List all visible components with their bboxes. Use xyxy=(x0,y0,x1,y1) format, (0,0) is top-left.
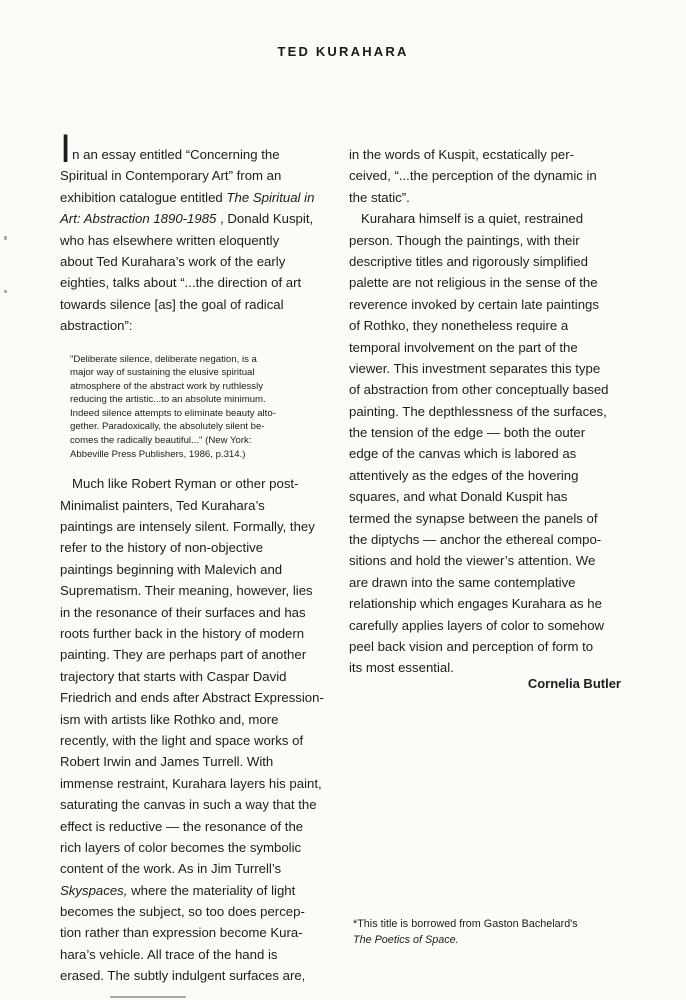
text-line: painting. They are perhaps part of another xyxy=(60,647,307,663)
quote-line: atmosphere of the abstract work by ruthlessly xyxy=(70,380,264,392)
text-line: towards silence [as] the goal of radical xyxy=(60,296,284,312)
text-line: of Rothko, they nonetheless require a xyxy=(349,318,569,334)
body-paragraph xyxy=(349,208,631,679)
text-line: painting. The depthlessness of the surfaces, xyxy=(349,403,607,419)
text-line: abstraction”: xyxy=(60,318,133,334)
text-line: of abstraction from other conceptually based xyxy=(349,382,609,398)
text-line: hara’s vehicle. All trace of the hand is xyxy=(60,946,278,962)
text-line: Friedrich and ends after Abstract Expression- xyxy=(60,690,324,706)
quote-line: Indeed silence attempts to eliminate beauty alto- xyxy=(70,407,276,419)
italic-title: Art: Abstraction 1890-1985 xyxy=(60,211,217,227)
text-line: rich layers of color becomes the symbolic xyxy=(60,839,302,855)
text-line: edge of the canvas which is labored as xyxy=(349,446,577,462)
text-line: carefully applies layers of color to somehow xyxy=(349,617,605,633)
text-line: Much like Robert Ryman or other post- xyxy=(72,476,299,492)
text-line: the diptychs — anchor the ethereal compo- xyxy=(349,532,602,548)
text-line: Robert Irwin and James Turrell. With xyxy=(60,754,274,770)
text-line: ism with artists like Rothko and, more xyxy=(60,711,279,727)
quote-line: major way of sustaining the elusive spiritual xyxy=(70,367,255,379)
text-line: recently, with the light and space works of xyxy=(60,732,304,748)
text-line: ceived, “...the perception of the dynamic in xyxy=(349,168,597,184)
text-line: Art: Abstraction 1890-1985 , Donald Kuspit, xyxy=(60,211,314,227)
text-line: in the resonance of their surfaces and has xyxy=(60,604,306,620)
text-line: sitions and hold the viewer’s attention. We xyxy=(349,553,596,569)
text-line: becomes the subject, so too does percep- xyxy=(60,904,305,920)
text-line: tion rather than expression become Kura- xyxy=(60,925,303,941)
text-line: squares, and what Donald Kuspit has xyxy=(349,489,568,505)
text-line: about Ted Kurahara’s work of the early xyxy=(60,253,286,269)
text-line: temporal involvement on the part of the xyxy=(349,339,578,355)
intro-paragraph xyxy=(60,127,336,337)
text-line: content of the work. As in Jim Turrell’s xyxy=(60,861,282,877)
footnote-line xyxy=(353,932,643,948)
text-line: immense restraint, Kurahara layers his paint, xyxy=(60,775,322,791)
left-column xyxy=(60,127,336,987)
text-line: in the words of Kuspit, ecstatically per- xyxy=(349,147,575,162)
continued-paragraph xyxy=(349,144,631,208)
quote-line: reducing the artistic...to an absolute minimum. xyxy=(70,394,266,406)
text-line: Skyspaces, where the materiality of light xyxy=(60,882,296,898)
italic-title: The Spiritual in xyxy=(226,189,315,205)
text-line: Suprematism. Their meaning, however, lies xyxy=(60,583,313,599)
text-line: are drawn into the same contemplative xyxy=(349,574,576,590)
quote-line: gether. Paradoxically, the absolutely silent be- xyxy=(70,421,265,433)
text-line: person. Though the paintings, with their xyxy=(349,232,580,248)
text-line: saturating the canvas in such a way that the xyxy=(60,797,317,813)
italic-title: Skyspaces, xyxy=(60,882,128,898)
text-line: Kurahara himself is a quiet, restrained xyxy=(361,211,584,227)
text-line: its most essential. xyxy=(349,660,454,676)
text-line: eighties, talks about “...the direction of art xyxy=(60,275,302,291)
footnote-line: *This title is borrowed from Gaston Bachelard's xyxy=(353,918,578,930)
text-line: descriptive titles and rigorously simplified xyxy=(349,253,588,269)
text-line: effect is reductive — the resonance of the xyxy=(60,818,304,834)
text-line: viewer. This investment separates this type xyxy=(349,360,601,376)
text-line: relationship which engages Kurahara as he xyxy=(349,596,602,612)
text-line: paintings are intensely silent. Formally, they xyxy=(60,519,315,535)
quote-line: comes the radically beautiful..." (New York: xyxy=(70,435,252,447)
right-column xyxy=(349,144,631,679)
text-line: paintings beginning with Malevich and xyxy=(60,561,283,577)
text-line: the tension of the edge — both the outer xyxy=(349,425,586,441)
text-line: palette are not religious in the sense of the xyxy=(349,275,598,291)
quote-line: Abbeville Press Publishers, 1986, p.314.) xyxy=(70,448,246,460)
drop-cap: I xyxy=(60,127,72,171)
text-line: roots further back in the history of modern xyxy=(60,626,305,641)
text-line: Minimalist painters, Ted Kurahara’s xyxy=(60,497,265,513)
text-line: refer to the history of non-objective xyxy=(60,540,264,556)
block-quote xyxy=(70,353,336,462)
text-line: trajectory that starts with Caspar David xyxy=(60,668,287,684)
text-line: n an essay entitled “Concerning the xyxy=(72,147,280,162)
scan-speck xyxy=(4,290,7,293)
text-line: attentively as the edges of the hovering xyxy=(349,467,579,483)
text-line: termed the synapse between the panels of xyxy=(349,510,598,526)
quote-line: "Deliberate silence, deliberate negation, is a xyxy=(70,353,257,365)
text-line: exhibition catalogue entitled The Spiritual in xyxy=(60,189,315,205)
scan-speck xyxy=(110,996,186,998)
page-title: TED KURAHARA xyxy=(277,44,409,59)
footnote xyxy=(353,916,643,948)
body-paragraph xyxy=(60,473,336,986)
text-line: the static”. xyxy=(349,189,410,205)
author-signature: Cornelia Butler xyxy=(527,676,621,691)
text-line: who has elsewhere written eloquently xyxy=(60,232,280,248)
italic-title: The Poetics of Space. xyxy=(353,934,459,946)
text-line: erased. The subtly indulgent surfaces are, xyxy=(60,968,306,984)
scan-speck xyxy=(4,236,7,240)
text-line: peel back vision and perception of form to xyxy=(349,638,594,654)
text-line: Spiritual in Contemporary Art” from an xyxy=(60,168,282,184)
text-line: reverence invoked by certain late paintings xyxy=(349,296,599,312)
